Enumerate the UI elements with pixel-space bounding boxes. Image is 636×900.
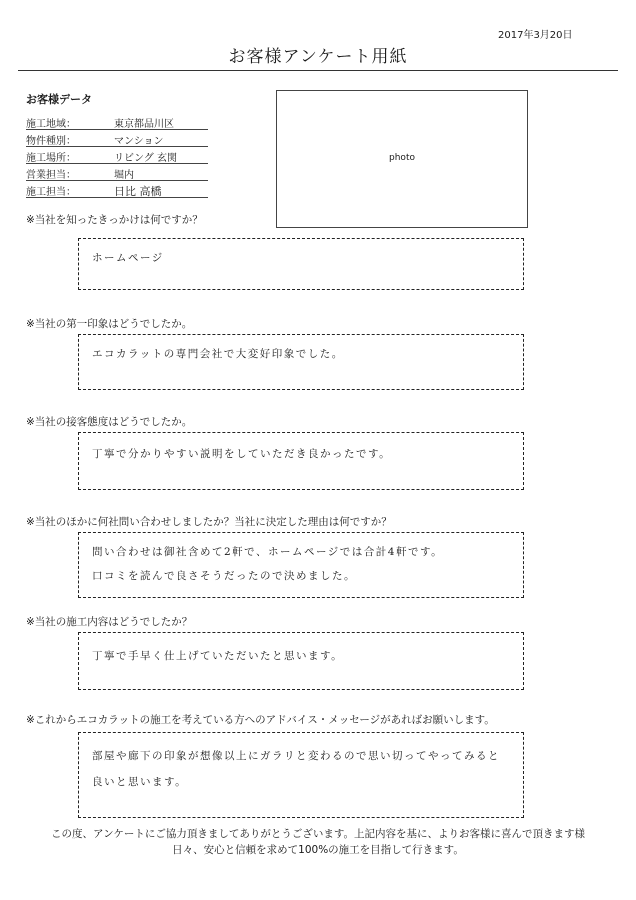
question-work-quality: ※当社の施工内容はどうでしたか？	[26, 616, 193, 628]
answer-box	[78, 532, 524, 598]
row-label: 施工地域：	[26, 119, 76, 130]
row-value: マンション	[114, 136, 164, 147]
answer-text: 丁寧で手早く仕上げていただいたと思います。	[92, 650, 344, 662]
answer-box	[78, 432, 524, 490]
customer-row-install-staff	[26, 181, 208, 198]
row-value: 東京都品川区	[114, 119, 174, 130]
footer-line-2: 日々、安心と信頼を求めて100%の施工を目指して行きます。	[172, 844, 464, 856]
row-value-handwritten: 日比 高橋	[114, 185, 162, 198]
customer-row-area	[26, 113, 208, 130]
row-value: 堀内	[114, 170, 134, 181]
customer-row-property-type	[26, 130, 208, 147]
row-label: 物件種別：	[26, 136, 76, 147]
question-service-attitude: ※当社の接客態度はどうでしたか。	[26, 416, 193, 428]
answer-text: 口コミを読んで良さそうだったので決めました。	[92, 570, 356, 582]
customer-row-sales-staff	[26, 164, 208, 181]
customer-data-heading: お客様データ	[26, 93, 92, 106]
row-label: 施工担当：	[26, 187, 76, 198]
answer-text: エコカラットの専門会社で大変好印象でした。	[92, 348, 344, 360]
footer-line-1: この度、アンケートにご協力頂きましてありがとうございます。上記内容を基に、よりお客様に喜んで頂きます様	[50, 828, 586, 840]
survey-date: 2017年3月20日	[498, 30, 573, 41]
answer-text: 部屋や廊下の印象が想像以上にガラリと変わるので思い切ってやってみると	[92, 750, 500, 762]
answer-text: 丁寧で分かりやすい説明をしていただき良かったです。	[92, 448, 392, 460]
answer-text: 良いと思います。	[92, 776, 188, 788]
answer-box	[78, 334, 524, 390]
customer-row-location	[26, 147, 208, 164]
photo-placeholder	[276, 90, 528, 228]
question-how-found: ※当社を知ったきっかけは何ですか？	[26, 214, 203, 226]
answer-text: 問い合わせは御社含めて2軒で、ホームページでは合計4軒です。	[92, 546, 444, 558]
question-other-companies: ※当社のほかに何社問い合わせしましたか？当社に決定した理由は何ですか？	[26, 516, 392, 528]
question-advice-message: ※これからエコカラットの施工を考えている方へのアドバイス・メッセージがあればお願いします。	[26, 714, 495, 726]
row-label: 営業担当：	[26, 170, 76, 181]
title-divider	[18, 70, 618, 71]
page-title: お客様アンケート用紙	[228, 47, 408, 67]
answer-text: ホームページ	[92, 252, 164, 264]
photo-label: photo	[389, 153, 415, 163]
row-value: リビング 玄関	[114, 153, 177, 164]
row-label: 施工場所：	[26, 153, 76, 164]
question-first-impression: ※当社の第一印象はどうでしたか。	[26, 318, 193, 330]
